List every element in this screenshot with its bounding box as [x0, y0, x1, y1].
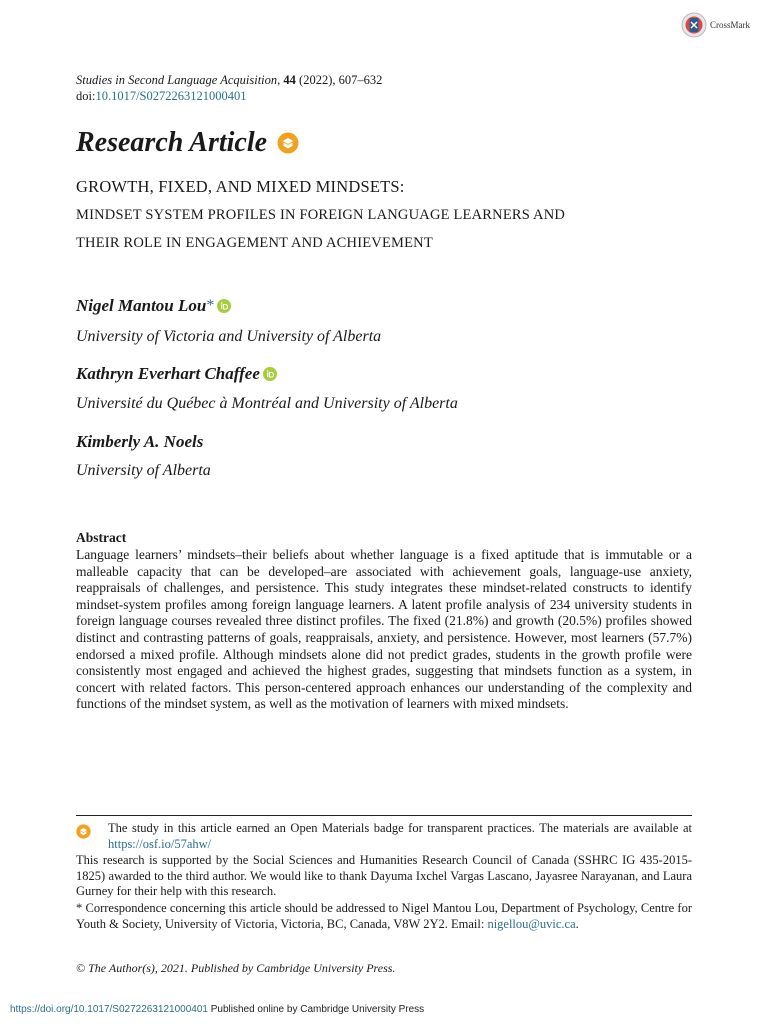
author-3-affiliation: University of Alberta: [76, 462, 211, 479]
doi-prefix: doi:: [76, 89, 96, 103]
crossmark-icon: [681, 12, 707, 38]
abstract-body: Language learners’ mindsets–their beliefs about whether language is a fixed aptitude that is immutable or a malleable capacity that can be developed–are associated with achievement goals, language-use anxiety, reappraisals of challenges, and persistence. This study integrates these mindset-related constructs to identify mindset-system profiles among foreign language learners. A latent profile analysis of 234 university students in foreign language courses revealed three distinct profiles. The fixed (21.8%) and growth (20.5%) profiles showed distinct and contrasting patterns of goals, reappraisals, anxiety, and persistence. However, most learners (57.7%) endorsed a mixed profile. Although mindsets alone did not predict grades, students in the growth profile were consistently most engaged and achieved the highest grades, suggesting that mindsets function as a system, in concert with related factors. This person-centered approach enhances our understanding of the complexity and functions of the mindset system, as well as the motivation of learners with mixed mindsets.: [76, 547, 692, 712]
article-type-heading: [76, 127, 299, 159]
email-suffix: .: [575, 916, 579, 931]
open-materials-badge-icon: [76, 824, 91, 839]
article-type: Research Article: [76, 127, 268, 158]
footer-doi-link[interactable]: https://doi.org/10.1017/S0272263121000401: [10, 1004, 208, 1015]
author-3-name: Kimberly A. Noels: [76, 432, 204, 451]
open-materials-text: The study in this article earned an Open Materials badge for transparent practices. The materials are available at: [108, 821, 692, 835]
author-1-name: Nigel Mantou Lou: [76, 296, 207, 315]
article-subtitle-line-1: MINDSET SYSTEM PROFILES IN FOREIGN LANGUAGE LEARNERS AND: [76, 207, 566, 223]
journal-year-pages: (2022), 607–632: [295, 73, 383, 87]
orcid-icon[interactable]: [263, 367, 277, 381]
journal-volume: 44: [283, 73, 296, 87]
copyright-notice: © The Author(s), 2021. Published by Cambridge University Press.: [76, 961, 396, 975]
doi-link[interactable]: 10.1017/S0272263121000401: [95, 89, 247, 103]
author-name: [76, 296, 231, 316]
footer-text: Published online by Cambridge University Press: [207, 1004, 425, 1015]
doi-line: [76, 89, 247, 104]
page-footer: [10, 1004, 424, 1015]
footnote-divider: [76, 815, 692, 816]
author-name: [76, 364, 277, 384]
article-title: GROWTH, FIXED, AND MIXED MINDSETS:: [76, 177, 405, 196]
open-materials-badge-icon[interactable]: [277, 132, 299, 154]
orcid-icon[interactable]: [217, 299, 231, 313]
open-materials-note: [76, 821, 692, 852]
corresponding-author-marker: *: [206, 297, 215, 314]
email-link[interactable]: nigellou@uvic.ca: [487, 916, 576, 931]
author-1-affiliation: University of Victoria and University of Alberta: [76, 328, 382, 345]
author-name: [76, 432, 203, 452]
funding-note: This research is supported by the Social Sciences and Humanities Research Council of Canada (SSHRC IG 435-2015-1825) awarded to the third author. We would like to thank Dayuma Ixchel Vargas Lascano, Jayasree Narayanan, and Laura Gurney for their help with this research.: [76, 853, 692, 899]
article-subtitle-line-2: THEIR ROLE IN ENGAGEMENT AND ACHIEVEMENT: [76, 235, 433, 251]
journal-name: Studies in Second Language Acquisition: [76, 73, 278, 87]
crossmark-button[interactable]: [681, 12, 750, 38]
author-2-name: Kathryn Everhart Chaffee: [76, 364, 260, 383]
journal-citation: Studies in Second Language Acquisition, 44 (2022), 607–632: [76, 73, 383, 87]
correspondence-text: * Correspondence concerning this article should be addressed to Nigel Mantou Lou, Department of Psychology, Centre for Youth & Society, University of Victoria, Victoria, BC, Canada, V8W 2Y2. Email:: [76, 901, 692, 931]
author-2-affiliation: Université du Québec à Montréal and University of Alberta: [76, 395, 458, 412]
correspondence-note: [76, 901, 692, 932]
osf-link[interactable]: https://osf.io/57ahw/: [108, 836, 212, 851]
abstract-heading: Abstract: [76, 530, 127, 545]
crossmark-label: CrossMark: [710, 20, 750, 30]
